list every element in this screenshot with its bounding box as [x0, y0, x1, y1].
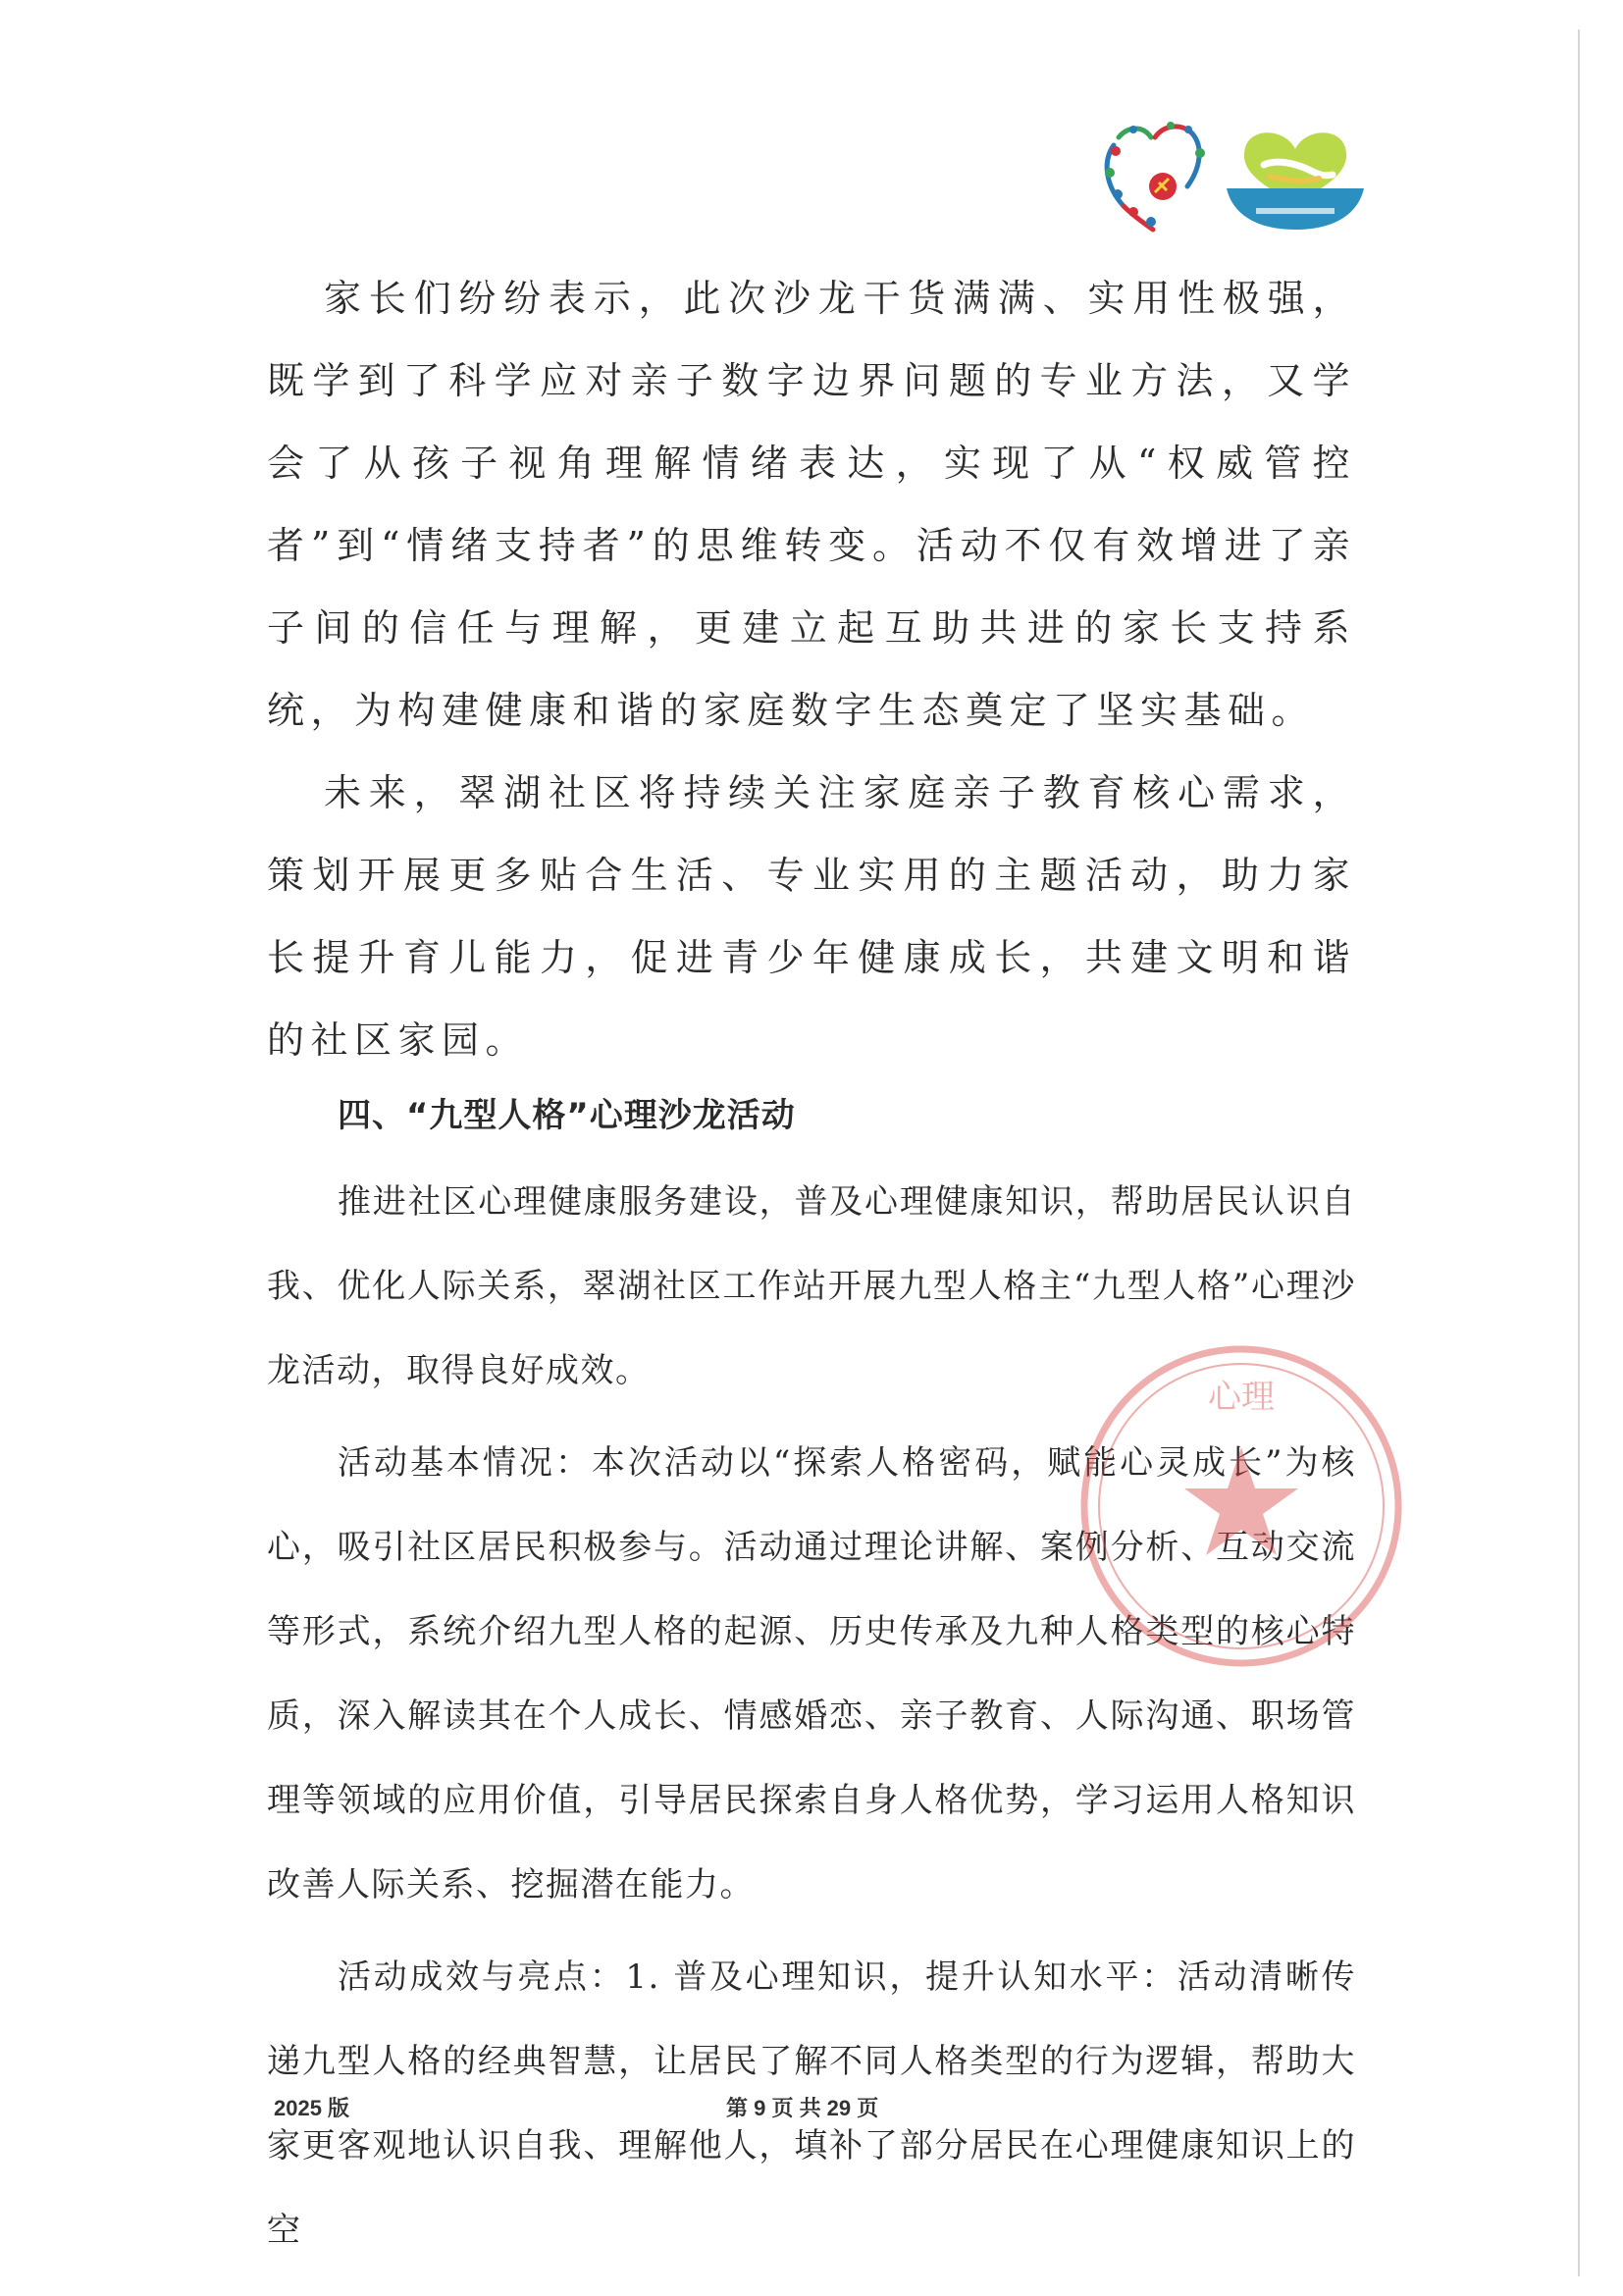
- footer-page-number: 第 9 页 共 29 页: [726, 2096, 879, 2120]
- paragraph-activity-intro: 推进社区心理健康服务建设，普及心理健康知识，帮助居民认识自我、优化人际关系，翠湖社区工作站开展九型人格主“九型人格”心理沙龙活动，取得良好成效。: [267, 1182, 1356, 1390]
- section-heading: 四、“九型人格”心理沙龙活动: [338, 1096, 796, 1135]
- paragraph-future-plan: 未来，翠湖社区将持续关注家庭亲子教育核心需求，策划开展更多贴合生活、专业实用的主题活动，助力家长提升育儿能力，促进青少年健康成长，共建文明和谐的社区家园。: [267, 771, 1356, 1062]
- seal-text: 心理: [1208, 1378, 1275, 1417]
- header-logos: [1094, 108, 1388, 245]
- document-body: [267, 257, 1356, 2272]
- community-heart-logo-icon: [1094, 108, 1212, 235]
- paragraph-activity-basics: 活动基本情况：本次活动以“探索人格密码，赋能心灵成长”为核心，吸引社区居民积极参与。活动通过理论讲解、案例分析、互动交流等形式，系统介绍九型人格的起源、历史传承及九种人格类型的核心特质，深入解读其在个人成长、情感婚恋、亲子教育、人际沟通、职场管理等领域的应用价值，引导居民探索自身人格优势，学习运用人格知识改善人际关系、挖掘潜在能力。: [267, 1443, 1356, 1905]
- paragraph-parent-feedback: 家长们纷纷表示，此次沙龙干货满满、实用性极强，既学到了科学应对亲子数字边界问题的专业方法，又学会了从孩子视角理解情绪表达，实现了从“权威管控者”到“情绪支持者”的思维转变。活动不仅有效增进了亲子间的信任与理解，更建立起互助共进的家长支持系统，为构建健康和谐的家庭数字生态奠定了坚实基础。: [267, 277, 1356, 732]
- page-edge-line: [1578, 29, 1580, 2276]
- footer-version: 2025 版: [274, 2096, 350, 2120]
- paragraph-activity-results: 活动成效与亮点：1. 普及心理知识，提升认知水平：活动清晰传递九型人格的经典智慧，让居民了解不同人格类型的行为逻辑，帮助大家更客观地认识自我、理解他人，填补了部分居民在心理健康知识上的空: [267, 1957, 1356, 2250]
- hands-heart-bowl-logo-icon: [1217, 120, 1374, 235]
